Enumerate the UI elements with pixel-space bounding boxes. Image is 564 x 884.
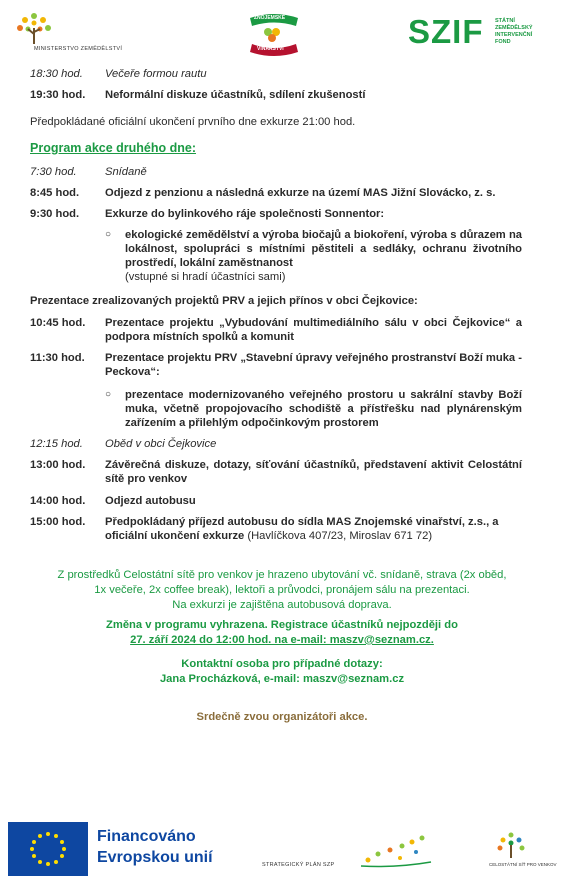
activity: Prezentace projektu „Vybudování multimediálního sálu v obci Čejkovice“ a podpora místních spolků a komunit — [105, 317, 522, 343]
prv-intro: Prezentace zrealizovaných projektů PRV a jejich přínos v obci Čejkovice: — [30, 295, 418, 307]
activity: Předpokládaný příjezd autobusu do sídla MAS Znojemské vinařství, z.s., a oficiální ukončení exkurze (Havlíčkova 407/23, Miroslav 671 72) — [105, 516, 499, 542]
activity: Odjezd autobusu — [105, 495, 196, 507]
circle-bullet-icon: ○ — [105, 229, 112, 240]
activity: Večeře formou rautu — [105, 68, 207, 80]
time: 15:00 hod. — [30, 516, 86, 528]
registration-deadline: 27. září 2024 do 12:00 hod. na e-mail: maszv@seznam.cz. — [130, 634, 434, 646]
day2-heading: Program akce druhého dne: — [30, 141, 197, 155]
circle-bullet-icon: ○ — [105, 389, 112, 400]
activity: Závěrečná diskuze, dotazy, síťování účastníků, představení aktivit Celostátní sítě pro venkov — [105, 459, 522, 485]
day1-end-note: Předpokládané oficiální ukončení prvního dne exkurze 21:00 hod. — [30, 116, 356, 128]
time: 10:45 hod. — [30, 317, 86, 329]
znojmo-top-text: ZNOJEMSKÉ — [254, 15, 286, 21]
eu-funding-text: Financováno Evropskou unií — [97, 828, 213, 866]
time: 12:15 hod. — [30, 438, 83, 450]
ministry-name: MINISTERSTVO ZEMĚDĚLSTVÍ — [34, 46, 123, 52]
sub-item-text: ekologické zemědělství a výroba biočajů a biokoření, výroba s důrazem na lokálnost, spolupráci s místními pěstiteli a sedláky, ochranu životního prostředí, lokální zaměstnanost — [125, 229, 522, 269]
ministry-logo — [14, 10, 134, 58]
time: 13:00 hod. — [30, 459, 86, 471]
invitation: Srdečně zvou organizátoři akce. — [196, 711, 368, 723]
time: 8:45 hod. — [30, 187, 80, 199]
network-label: CELOSTÁTNÍ SÍŤ PRO VENKOV — [489, 862, 557, 867]
time: 14:00 hod. — [30, 495, 86, 507]
sub-item-note: (vstupné si hradí účastníci sami) — [125, 271, 286, 283]
time: 18:30 hod. — [30, 68, 83, 80]
sub-item-text: prezentace modernizovaného veřejného prostoru u sakrální stavby Boží muka, včetně propojovacího schodiště a přístřešku nad plynárenským zařízením a přilehlým odpočinkovým prostorem — [125, 389, 522, 429]
contact-note: Kontaktní osoba pro případné dotazy: Jana Procházková, e-mail: maszv@seznam.cz — [159, 658, 405, 685]
strategic-plan-logo — [356, 832, 436, 873]
activity: Prezentace projektu PRV „Stavební úpravy veřejného prostranství Boží muka - Peckova“: — [105, 352, 522, 378]
sprout-logo-icon — [356, 832, 436, 870]
registration-note: Změna v programu vyhrazena. Registrace účastníků nejpozději do 27. září 2024 do 12:00 hod. na e-mail: maszv@seznam.cz. — [30, 618, 534, 648]
znojmo-bottom-text: VINAŘSTVÍ — [257, 46, 284, 52]
time: 19:30 hod. — [30, 89, 86, 101]
strategic-plan-label: STRATEGICKÝ PLÁN SZP — [262, 862, 335, 868]
time: 11:30 hod. — [30, 352, 85, 364]
szif-wordmark: SZIF — [408, 13, 484, 50]
eu-flag-icon — [8, 822, 88, 876]
funding-note: Z prostředků Celostátní sítě pro venkov je hrazeno ubytování vč. snídaně, strava (2x oběd, 1x večeře, 2x coffee break), lektoři a průvodci, pronájem sálu na prezentaci. Na exkurzi je zajištěna autobusová doprava. — [57, 569, 507, 611]
time: 7:30 hod. — [30, 166, 77, 178]
activity: Oběd v obci Čejkovice — [105, 438, 217, 450]
network-logo — [494, 830, 528, 863]
activity: Neformální diskuze účastníků, sdílení zkušeností — [105, 89, 366, 101]
znojemske-vinarstvi-logo — [244, 10, 304, 56]
activity: Exkurze do bylinkového ráje společnosti Sonnentor: — [105, 208, 385, 220]
szif-subtitle: STÁTNÍ ZEMĚDĚLSKÝ INTERVENČNÍ FOND — [495, 18, 533, 45]
activity: Snídaně — [105, 166, 147, 178]
szif-logo — [408, 12, 533, 52]
time: 9:30 hod. — [30, 208, 80, 220]
tree-icon — [14, 10, 54, 48]
activity: Odjezd z penzionu a následná exkurze na území MAS Jižní Slovácko, z. s. — [105, 187, 496, 199]
tree-network-icon — [494, 830, 528, 860]
